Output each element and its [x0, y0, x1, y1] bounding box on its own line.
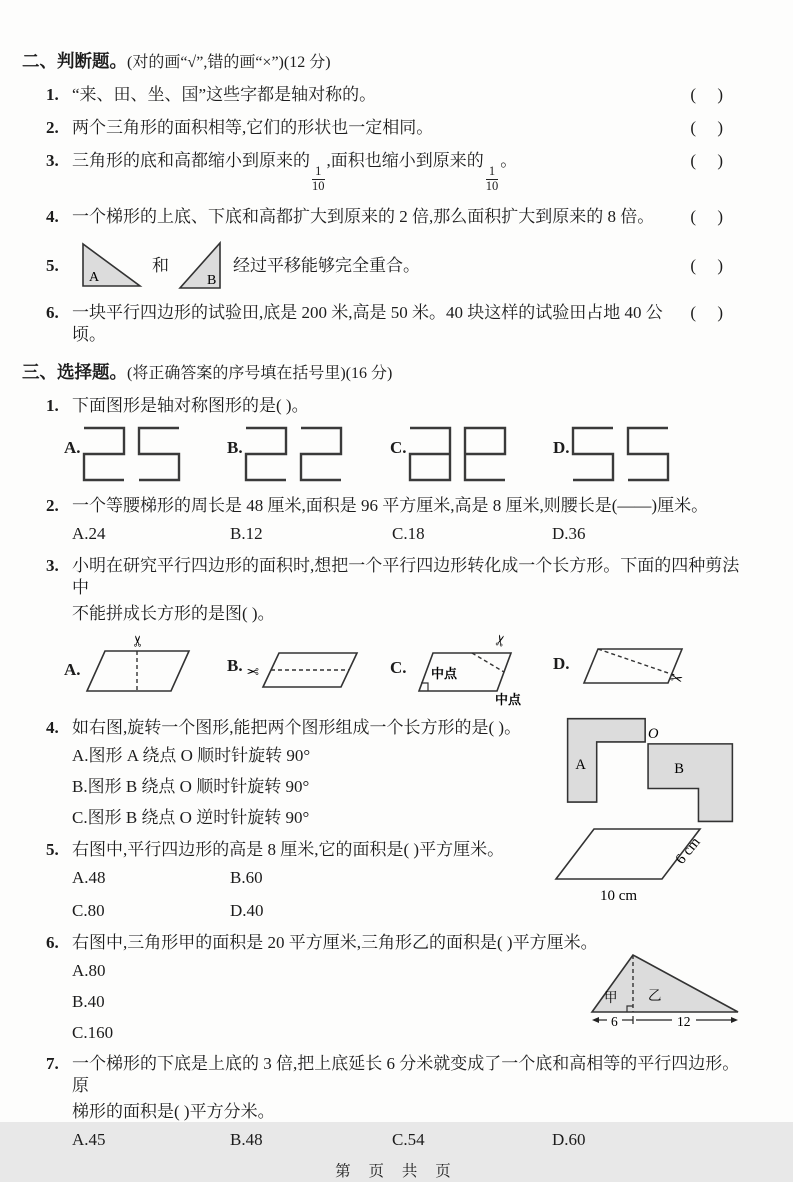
q3-option-b[interactable]: [227, 631, 390, 707]
option-c[interactable]: C.54: [392, 1130, 425, 1150]
yi-label: 乙: [648, 987, 662, 1003]
question-number: 3.: [46, 555, 59, 575]
option-b[interactable]: B.图形 B 绕点 O 顺时针旋转 90°: [72, 777, 310, 797]
glyph-22-figure: [243, 423, 347, 485]
section-judge-title-main: 二、判断题。: [22, 51, 127, 71]
section-judge-title-note: (对的画“√”,错的画“×”)(12 分): [127, 54, 331, 71]
question-stem-line1: 小明在研究平行四边形的面积时,想把一个平行四边形转化成一个长方形。下面的四种剪法中: [72, 555, 740, 597]
glyph-55-figure: [570, 423, 674, 485]
section-judge: [0, 50, 793, 357]
option-b[interactable]: B.40: [72, 991, 105, 1011]
question-stem-line1: 一个梯形的下底是上底的 3 倍,把上底延长 6 分米就变成了一个底和高相等的平行四边形。原: [72, 1054, 740, 1096]
choice-q1: [0, 395, 793, 485]
option-label: D.: [553, 437, 570, 457]
option-b[interactable]: B.48: [230, 1130, 263, 1150]
midpoint-label-outer: 中点: [494, 692, 521, 708]
q3-figure-row: [0, 631, 793, 707]
q6-triangle-figure: [586, 950, 751, 1040]
section-judge-title: [22, 50, 793, 74]
item-number: 4.: [46, 207, 59, 227]
question-number: 6.: [46, 932, 59, 952]
answer-bracket[interactable]: ( ): [690, 117, 723, 137]
answer-bracket[interactable]: ( ): [690, 84, 723, 104]
option-a[interactable]: A.48: [72, 867, 106, 887]
item-text: 两个三角形的面积相等,它们的形状也一定相同。: [72, 117, 434, 137]
section-choice-title: [22, 361, 793, 385]
option-c[interactable]: C.18: [392, 523, 425, 543]
triangle-b-label: B: [207, 272, 217, 288]
glyph-25-figure: [81, 423, 185, 485]
cut-vertical-figure: [81, 631, 199, 701]
section-choice-title-main: 三、选择题。: [22, 361, 127, 382]
item-text: 一个梯形的上底、下底和高都扩大到原来的 2 倍,那么面积扩大到原来的 8 倍。: [72, 207, 655, 227]
q1-option-c[interactable]: [390, 423, 553, 485]
question-number: 1.: [46, 395, 59, 415]
item-number: 3.: [46, 150, 59, 170]
choice-q3: [0, 555, 793, 707]
question-stem: 右图中,三角形甲的面积是 20 平方厘米,三角形乙的面积是( )平方厘米。: [72, 932, 598, 952]
option-a[interactable]: A.图形 A 绕点 O 顺时针旋转 90°: [72, 746, 311, 766]
choice-q7: [0, 1053, 793, 1151]
item-text-post: 。: [500, 150, 518, 170]
option-label: D.: [553, 654, 570, 674]
segment-6-label: 6: [611, 1013, 618, 1029]
option-c[interactable]: C.图形 B 绕点 O 逆时针旋转 90°: [72, 808, 310, 828]
option-b[interactable]: B.60: [230, 867, 263, 887]
question-stem: 如右图,旋转一个图形,能把两个图形组成一个长方形的是( )。: [72, 718, 522, 738]
figure-a-label: A: [575, 757, 586, 774]
item-text-mid: 和: [152, 255, 169, 275]
question-number: 7.: [46, 1054, 59, 1074]
question-number: 4.: [46, 718, 59, 738]
judge-item-6: [0, 302, 793, 346]
option-d[interactable]: D.36: [552, 523, 586, 543]
option-a[interactable]: A.80: [72, 960, 106, 980]
q1-option-b[interactable]: [227, 423, 390, 485]
answer-bracket[interactable]: ( ): [690, 207, 723, 227]
judge-item-1: [0, 84, 793, 106]
option-label: A.: [64, 437, 81, 457]
triangle-a-label: A: [89, 269, 100, 285]
triangle-a-figure: [80, 241, 144, 291]
item-text: 一块平行四边形的试验田,底是 200 米,高是 50 米。40 块这样的试验田占地 40 公顷。: [72, 302, 663, 344]
triangle-b-figure: [177, 240, 225, 292]
segment-12-label: 12: [677, 1013, 691, 1029]
choice-q5: [0, 833, 793, 922]
option-label: B.: [227, 437, 243, 457]
jia-label: 甲: [604, 989, 618, 1005]
answer-bracket[interactable]: ( ): [690, 302, 723, 322]
option-label: A.: [64, 660, 81, 680]
arrowhead-left: [592, 1017, 599, 1023]
q5-parallelogram-figure: [548, 823, 753, 911]
base-dimension-label: 10 cm: [600, 887, 638, 904]
option-label: B.: [227, 656, 243, 676]
option-b[interactable]: B.12: [230, 523, 263, 543]
option-d[interactable]: D.40: [230, 900, 264, 920]
q7-options: [0, 1129, 793, 1151]
judge-item-3: [0, 150, 793, 194]
option-c[interactable]: C.160: [72, 1023, 114, 1043]
q3-option-a[interactable]: [64, 631, 227, 707]
option-a[interactable]: A.45: [72, 1130, 106, 1150]
choice-q2: [0, 495, 793, 545]
page-footer: 第 页 共 页: [335, 1162, 458, 1180]
fraction-one-tenth: $\frac{1}{10}$: [312, 163, 325, 193]
judge-item-2: [0, 117, 793, 139]
cut-midpoint-figure: [407, 631, 525, 707]
q1-option-d[interactable]: [553, 423, 716, 485]
glyph-ae-figure: [407, 423, 511, 485]
item-number: 1.: [46, 84, 59, 104]
q1-option-a[interactable]: [64, 423, 227, 485]
scissors-icon: ✂: [130, 634, 147, 648]
cut-horizontal-figure: [243, 631, 361, 701]
question-number: 2.: [46, 495, 59, 515]
item-number: 6.: [46, 302, 59, 322]
question-number: 5.: [46, 839, 59, 859]
answer-bracket[interactable]: ( ): [690, 150, 723, 170]
point-o-label: O: [648, 726, 659, 743]
choice-q4: [0, 717, 793, 829]
section-choice: [0, 361, 793, 1162]
item-text-mid: ,面积也缩小到原来的: [326, 150, 484, 170]
choice-q6: [0, 932, 793, 1044]
judge-item-4: [0, 206, 793, 228]
q5-options: [0, 867, 422, 922]
q1-figure-row: [0, 423, 793, 485]
question-stem: 下面图形是轴对称图形的是( )。: [72, 395, 309, 415]
option-a[interactable]: A.24: [72, 523, 106, 543]
midpoint-label-inner: 中点: [430, 666, 457, 682]
item-text-pre: 三角形的底和高都缩小到原来的: [72, 150, 310, 170]
judge-item-5: [0, 240, 793, 292]
scissors-icon: ✂: [246, 662, 259, 679]
question-stem-line2: 梯形的面积是( )平方分米。: [72, 1102, 275, 1122]
item-number: 2.: [46, 117, 59, 137]
q4-rotation-figure: [555, 709, 745, 835]
item-text: [72, 150, 517, 194]
q3-option-d[interactable]: [553, 631, 716, 707]
option-d[interactable]: D.60: [552, 1130, 586, 1150]
side-dimension-label: 6 cm: [672, 833, 704, 868]
scissors-icon: ✂: [491, 632, 511, 650]
option-label: C.: [390, 658, 407, 678]
q3-option-c[interactable]: [390, 631, 553, 707]
q2-options: [0, 523, 793, 545]
cut-diagonal-figure: [570, 631, 688, 701]
option-c[interactable]: C.80: [72, 900, 105, 920]
figure-b-label: B: [674, 761, 684, 778]
arrowhead-right: [731, 1017, 738, 1023]
section-choice-title-note: (将正确答案的序号填在括号里)(16 分): [127, 364, 393, 382]
item-number: 5.: [46, 255, 59, 275]
item-text: “来、田、坐、国”这些字都是轴对称的。: [72, 84, 377, 104]
question-stem: 右图中,平行四边形的高是 8 厘米,它的面积是( )平方厘米。: [72, 839, 505, 859]
option-label: C.: [390, 437, 407, 457]
question-stem-line2: 不能拼成长方形的是图( )。: [72, 604, 275, 624]
question-stem: 一个等腰梯形的周长是 48 厘米,面积是 96 平方厘米,高是 8 厘米,则腰长是(——)厘米。: [72, 495, 709, 515]
fraction-one-tenth: $\frac{1}{10}$: [485, 163, 499, 193]
item-text-post: 经过平移能够完全重合。: [233, 255, 420, 275]
answer-bracket[interactable]: ( ): [690, 255, 723, 275]
scissors-icon: ✂: [667, 670, 684, 690]
